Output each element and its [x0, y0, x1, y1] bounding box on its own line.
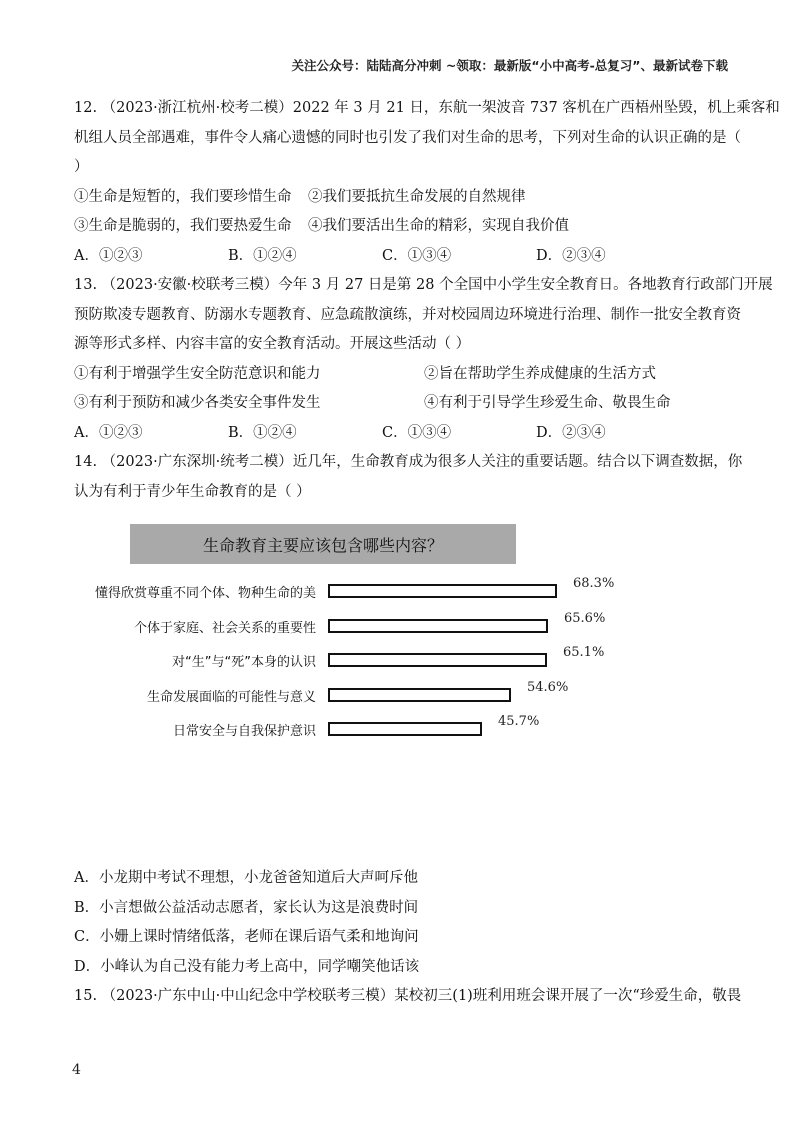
q13-option-c[interactable]: C．①③④ [382, 424, 452, 441]
q12-statement-row-1 [74, 183, 730, 213]
q14-option-a[interactable]: A．小龙期中考试不理想，小龙爸爸知道后大声呵斥他 [74, 870, 418, 886]
bar-category-label: 对“生”与“死”本身的认识 [172, 655, 316, 670]
chart-title: 生命教育主要应该包含哪些内容？ [130, 524, 516, 564]
q12-option-c[interactable]: C．①③④ [382, 247, 452, 264]
bar-category-label: 懂得欣赏尊重不同个体、物种生命的美 [94, 586, 316, 601]
page-number: 4 [72, 1062, 81, 1078]
q12-stem-line-1: 12. （2023·浙江杭州·校考二模）2022 年 3 月 21 日，东航一架波音 737 客机在广西梧州坠毁，机上乘客和 [74, 100, 780, 116]
survey-bar-chart [72, 520, 672, 760]
q14-stem-line-1: 14. （2023·广东深圳·统考二模）近几年，生命教育成为很多人关注的重要话题。结合以下调查数据，你 [74, 454, 743, 470]
bar-category-label: 日常安全与自我保护意识 [172, 724, 316, 739]
q12-statement-1: ①生命是短暂的，我们要珍惜生命 [74, 188, 292, 205]
q14-option-b[interactable]: B．小言想做公益活动志愿者，家长认为这是浪费时间 [74, 899, 419, 916]
bar-mark [328, 722, 482, 736]
q13-stem-line-2: 预防欺凌专题教育、防溺水专题教育、应急疏散演练，并对校园周边环境进行治理、制作一批安全教育资 [74, 306, 741, 323]
bar-value-label: 68.3% [573, 576, 615, 591]
header-note: 关注公众号：陆陆高分冲刺 ~领取：最新版“小中高考-总复习”、最新试卷下载 [291, 58, 728, 73]
q12-option-d[interactable]: D．②③④ [536, 247, 606, 264]
q13-option-d[interactable]: D．②③④ [536, 424, 606, 441]
q13-statement-4: ④有利于引导学生珍爱生命、敬畏生命 [424, 395, 671, 411]
bar-category-label: 生命发展面临的可能性与意义 [146, 689, 316, 705]
q15-stem-line-1: 15. （2023·广东中山·中山纪念中学校联考三模）某校初三(1)班利用班会课开展了一次“珍爱生命，敬畏 [74, 988, 742, 1004]
q14-option-d[interactable]: D．小峰认为自己没有能力考上高中，同学嘲笑他话该 [74, 958, 420, 975]
q12-statement-2: ②我们要抵抗生命发展的自然规律 [308, 188, 526, 205]
q13-stem-line-1: 13. （2023·安徽·校联考三模）今年 3 月 27 日是第 28 个全国中小学生安全教育日。各地教育行政部门开展 [74, 277, 773, 293]
bar-mark [328, 584, 557, 598]
q14-option-c[interactable]: C．小姗上课时情绪低落，老师在课后语气柔和地询问 [74, 929, 419, 945]
bar-mark [328, 688, 511, 702]
questions-12-14 [74, 94, 780, 507]
bar-value-label: 54.6% [527, 679, 569, 695]
q12-option-b[interactable]: B．①②④ [228, 247, 297, 264]
q13-statement-3: ③有利于预防和减少各类安全事件发生 [74, 395, 321, 411]
bar-value-label: 65.6% [564, 610, 606, 626]
q14-stem-line-2: 认为有利于青少年生命教育的是（ ） [74, 483, 311, 500]
q13-statement-row-2 [74, 389, 730, 419]
q13-options [74, 419, 730, 449]
bar-mark [328, 619, 548, 633]
q13-option-b[interactable]: B．①②④ [228, 424, 297, 441]
q12-option-a[interactable]: A．①②③ [74, 247, 143, 264]
bar-value-label: 65.1% [563, 645, 605, 660]
q14-answers-and-q15 [74, 864, 742, 1012]
q13-stem-line-3: 源等形式多样、内容丰富的安全教育活动。开展这些活动（ ） [74, 336, 471, 352]
q12-statement-4: ④我们要活出生命的精彩，实现自我价值 [308, 218, 569, 234]
q13-option-a[interactable]: A．①②③ [74, 424, 143, 441]
q12-options [74, 242, 730, 272]
q13-statement-row-1 [74, 360, 730, 390]
bar-mark [328, 653, 547, 667]
q12-stem-line-2: 机组人员全部遇难，事件令人痛心遗憾的同时也引发了我们对生命的思考，下列对生命的认识正确的是（ [74, 129, 741, 146]
bar-category-label: 个体于家庭、社会关系的重要性 [133, 620, 316, 636]
q12-statement-row-2 [74, 212, 730, 242]
q13-statement-1: ①有利于增强学生安全防范意识和能力 [74, 365, 321, 382]
bar-value-label: 45.7% [498, 714, 540, 729]
q12-stem-line-3: ） [74, 159, 89, 175]
q12-statement-3: ③生命是脆弱的，我们要热爱生命 [74, 218, 292, 234]
q13-statement-2: ②旨在帮助学生养成健康的生活方式 [424, 365, 656, 382]
